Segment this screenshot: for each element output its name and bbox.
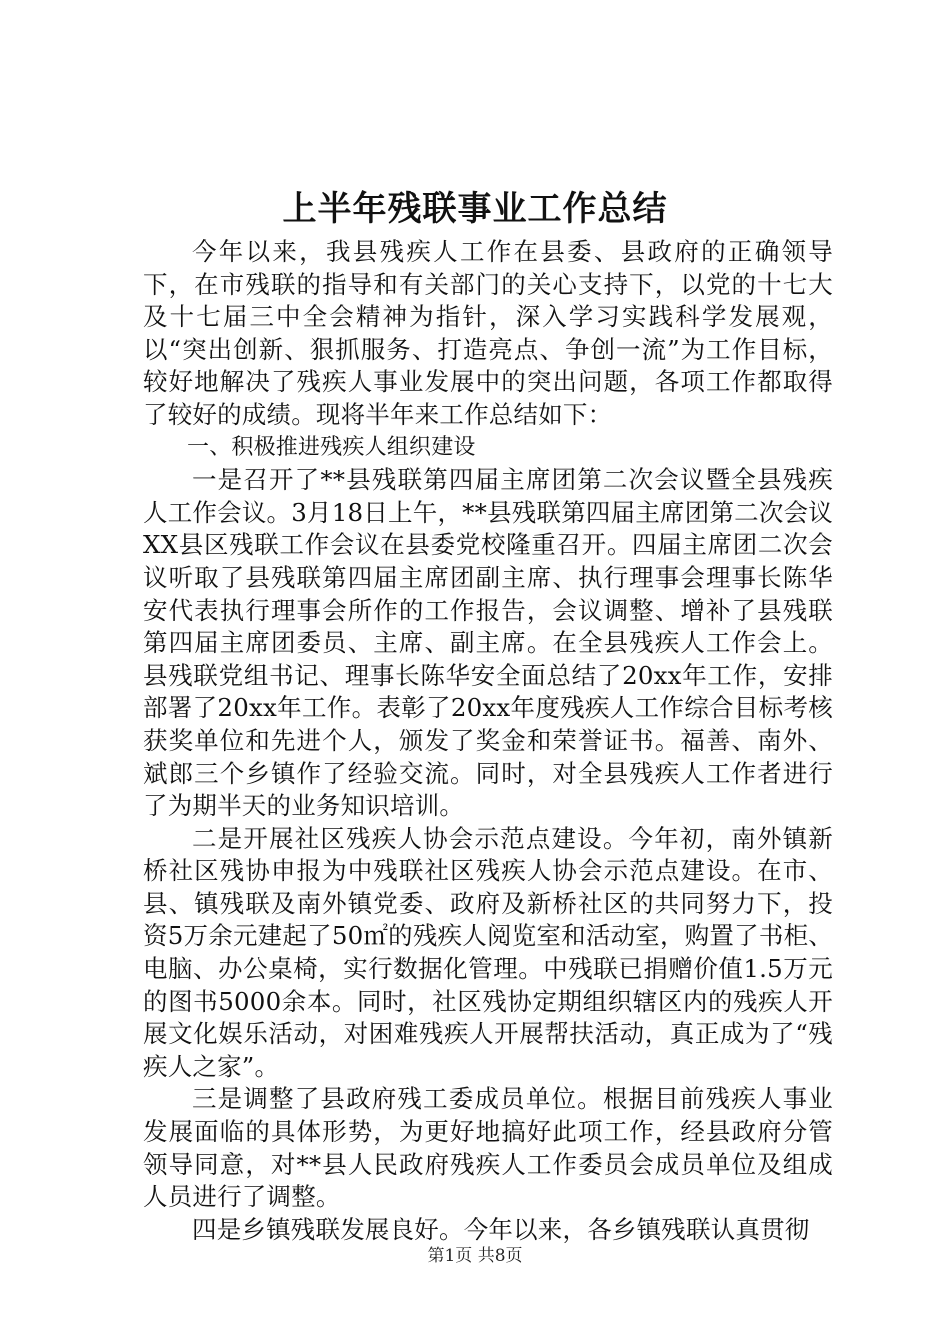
intro-paragraph: 今年以来，我县残疾人工作在县委、县政府的正确领导下，在市残联的指导和有关部门的关心支持下，以党的十七大及十七届三中全会精神为指针，深入学习实践科学发展观，以“突出创新、狠抓服务、打造亮点、争创一流”为工作目标，较好地解决了残疾人事业发展中的突出问题，各项工作都取得了较好的成绩。现将半年来工作总结如下：	[143, 237, 833, 429]
body-paragraph: 二是开展社区残疾人协会示范点建设。今年初，南外镇新桥社区残协申报为中残联社区残疾人协会示范点建设。在市、县、镇残联及南外镇党委、政府及新桥社区的共同努力下，投资5万余元建起了50㎡的残疾人阅览室和活动室，购置了书柜、电脑、办公桌椅，实行数据化管理。中残联已捐赠价值1.5万元的图书5000余本。同时，社区残协定期组织辖区内的残疾人开展文化娱乐活动，对困难残疾人开展帮扶活动，真正成为了“残疾人之家”。	[143, 823, 833, 1081]
body-paragraph: 一是召开了**县残联第四届主席团第二次会议暨全县残疾人工作会议。3月18日上午，**县残联第四届主席团第二次会议XX县区残联工作会议在县委党校隆重召开。四届主席团二次会议听取了县残联第四届主席团副主席、执行理事会理事长陈华安代表执行理事会所作的工作报告，会议调整、增补了县残联第四届主席团委员、主席、副主席。在全县残疾人工作会上。县残联党组书记、理事长陈华安全面总结了20xx年工作，安排部署了20xx年工作。表彰了20xx年度残疾人工作综合目标考核获奖单位和先进个人，颁发了奖金和荣誉证书。福善、南外、斌郎三个乡镇作了经验交流。同时，对全县残疾人工作者进行了为期半天的业务知识培训。	[143, 465, 833, 821]
body-paragraph: 三是调整了县政府残工委成员单位。根据目前残疾人事业发展面临的具体形势，为更好地搞好此项工作，经县政府分管领导同意，对**县人民政府残疾人工作委员会成员单位及组成人员进行了调整。	[143, 1084, 833, 1212]
document-body	[143, 236, 833, 1246]
section-heading: 一、积极推进残疾人组织建设	[187, 434, 476, 460]
document-title: 上半年残联事业工作总结	[282, 189, 668, 229]
body-paragraph: 四是乡镇残联发展良好。今年以来，各乡镇残联认真贯彻	[192, 1214, 810, 1244]
page-footer: 第1页 共8页	[427, 1246, 523, 1266]
